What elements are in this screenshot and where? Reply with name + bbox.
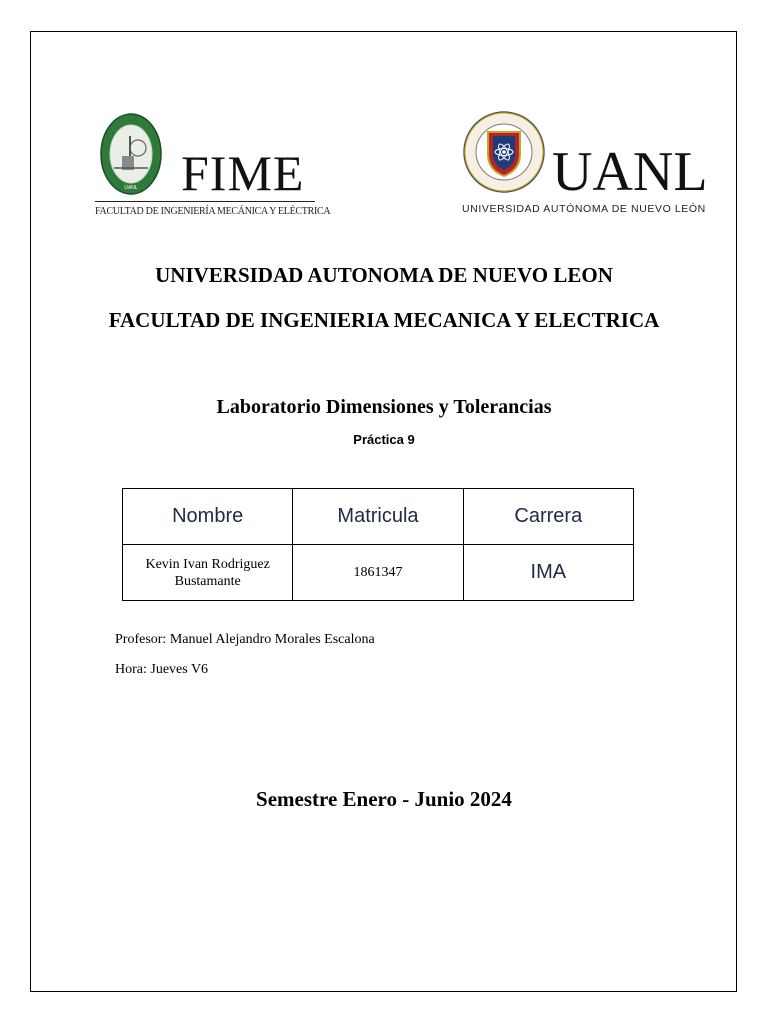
uanl-logo bbox=[460, 108, 710, 218]
student-name: Kevin Ivan Rodriguez Bustamante bbox=[123, 545, 293, 601]
student-id: 1861347 bbox=[293, 545, 463, 601]
svg-text:UANL: UANL bbox=[124, 185, 138, 191]
table-header-row bbox=[123, 489, 634, 545]
uanl-wordmark: UANL bbox=[552, 141, 708, 203]
uanl-subtitle: UNIVERSIDAD AUTÓNOMA DE NUEVO LEÓN bbox=[462, 203, 706, 215]
schedule-line: Hora: Jueves V6 bbox=[115, 662, 209, 677]
table-row bbox=[123, 545, 634, 601]
fime-seal-icon bbox=[100, 112, 162, 196]
student-career: IMA bbox=[463, 545, 633, 601]
header-career: Carrera bbox=[463, 489, 633, 545]
fime-wordmark: FIME bbox=[181, 145, 305, 201]
practice-number: Práctica 9 bbox=[353, 432, 415, 447]
fime-divider bbox=[95, 201, 315, 202]
fime-subtitle: FACULTAD DE INGENIERÍA MECÁNICA Y ELÉCTRICA bbox=[95, 206, 331, 217]
professor-line: Profesor: Manuel Alejandro Morales Escalona bbox=[115, 632, 375, 647]
header-name: Nombre bbox=[123, 489, 293, 545]
faculty-title: FACULTAD DE INGENIERIA MECANICA Y ELECTRICA bbox=[108, 308, 660, 332]
semester-title: Semestre Enero - Junio 2024 bbox=[256, 787, 512, 811]
fime-logo bbox=[95, 110, 331, 220]
university-title: UNIVERSIDAD AUTONOMA DE NUEVO LEON bbox=[155, 263, 613, 287]
student-info-table bbox=[122, 488, 634, 601]
course-title: Laboratorio Dimensiones y Tolerancias bbox=[216, 396, 552, 418]
uanl-seal-icon bbox=[462, 110, 546, 194]
header-id: Matricula bbox=[293, 489, 463, 545]
